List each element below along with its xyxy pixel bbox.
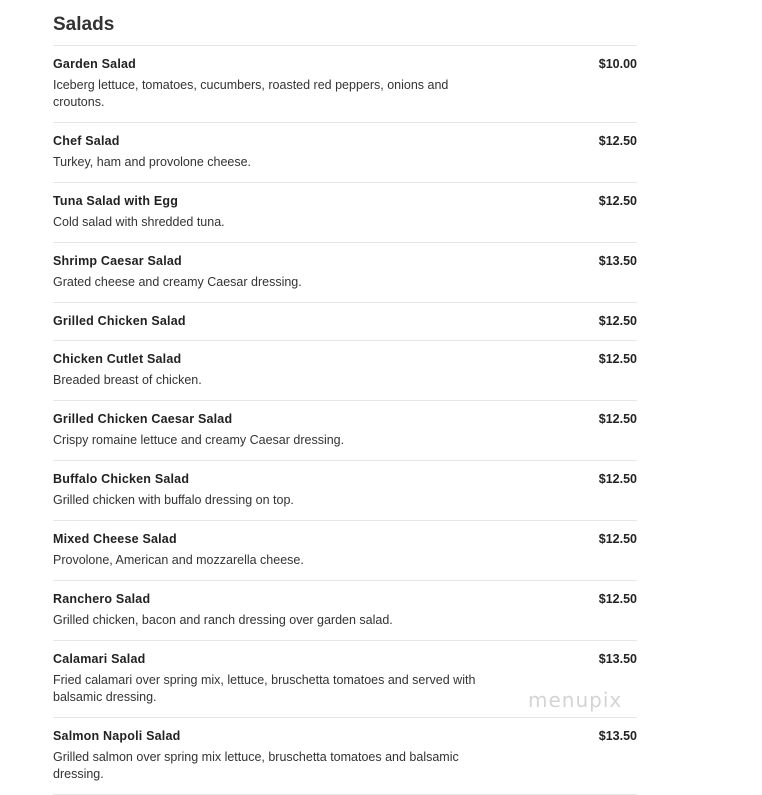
item-price: $12.50 [598, 134, 637, 148]
item-description: Grilled chicken with buffalo dressing on top. [53, 493, 294, 507]
item-name: Salmon Napoli Salad [53, 729, 181, 743]
item-description: Iceberg lettuce, tomatoes, cucumbers, roasted red peppers, onions and croutons. [53, 78, 449, 109]
item-name: Calamari Salad [53, 652, 146, 666]
item-price: $12.50 [598, 314, 637, 328]
item-name: Garden Salad [53, 57, 136, 71]
menu-item [53, 521, 637, 581]
item-name: Chicken Cutlet Salad [53, 352, 182, 366]
menupix-watermark: menupix [528, 688, 623, 712]
menu-item [53, 341, 637, 401]
item-name: Grilled Chicken Salad [53, 314, 186, 328]
menu-item [53, 123, 637, 183]
item-name: Tuna Salad with Egg [53, 194, 179, 208]
item-description: Crispy romaine lettuce and creamy Caesar dressing. [53, 433, 345, 447]
item-price: $13.50 [598, 729, 637, 743]
item-description: Grilled chicken, bacon and ranch dressing over garden salad. [53, 613, 393, 627]
menu-item [53, 183, 637, 243]
section-title: Salads [53, 12, 637, 46]
menu-item [53, 581, 637, 641]
item-price: $13.50 [598, 254, 637, 268]
item-price: $10.00 [598, 57, 637, 71]
menu-section [53, 12, 637, 795]
item-name: Ranchero Salad [53, 592, 151, 606]
item-price: $12.50 [598, 352, 637, 366]
item-description: Provolone, American and mozzarella cheese. [53, 553, 304, 567]
item-price: $12.50 [598, 532, 637, 546]
item-name: Buffalo Chicken Salad [53, 472, 190, 486]
item-description: Turkey, ham and provolone cheese. [53, 155, 252, 169]
menu-item [53, 718, 637, 795]
item-name: Grilled Chicken Caesar Salad [53, 412, 233, 426]
item-price: $12.50 [598, 412, 637, 426]
menu-item [53, 461, 637, 521]
item-description: Breaded breast of chicken. [53, 373, 202, 387]
item-description: Cold salad with shredded tuna. [53, 215, 225, 229]
item-description: Grilled salmon over spring mix lettuce, bruschetta tomatoes and balsamic dressing. [53, 750, 459, 781]
menu-item [53, 303, 637, 341]
menu-item-list [53, 46, 637, 795]
item-price: $12.50 [598, 194, 637, 208]
item-description: Grated cheese and creamy Caesar dressing. [53, 275, 302, 289]
item-name: Mixed Cheese Salad [53, 532, 177, 546]
item-price: $12.50 [598, 472, 637, 486]
menu-item [53, 46, 637, 123]
item-name: Shrimp Caesar Salad [53, 254, 182, 268]
item-price: $12.50 [598, 592, 637, 606]
item-name: Chef Salad [53, 134, 120, 148]
menu-item [53, 401, 637, 461]
item-description: Fried calamari over spring mix, lettuce, bruschetta tomatoes and served with balsamic dressing. [53, 673, 476, 704]
menu-item [53, 243, 637, 303]
item-price: $13.50 [598, 652, 637, 666]
